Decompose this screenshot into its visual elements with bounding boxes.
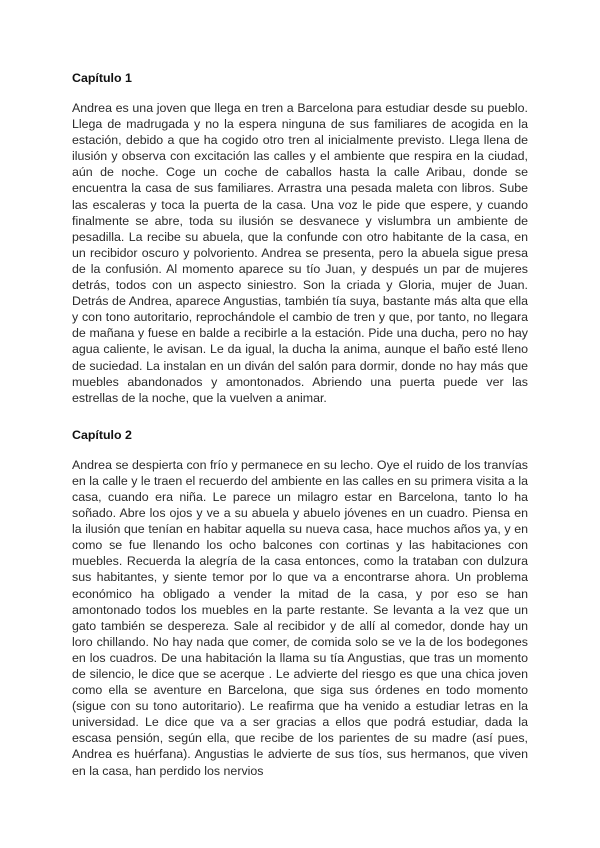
chapter-1-title: Capítulo 1	[72, 71, 132, 85]
chapter-1	[72, 70, 528, 406]
chapter-2	[72, 427, 528, 779]
chapter-2-paragraph: Andrea se despierta con frío y permanece en su lecho. Oye el ruido de los tranvías en la calle y le traen el recuerdo del ambiente en las calles en su primera visita a la casa, cuando era niña. Le parece un milagro estar en Barcelona, tanto lo ha soñado. Abre los ojos y ve a su abuela y abuelo jóvenes en un cuadro. Piensa en la ilusión que tenían en habitar aquella su nueva casa, hace muchos años ya, y en como se fue llenando los ocho balcones con cortinas y las habitaciones con muebles. Recuerda la alegría de la casa entonces, como la trataban con dulzura sus habitantes, y siente temor por lo que va a encontrarse ahora. Un problema económico ha obligado a vender la mitad de la casa, y por eso se han amontonado todos los muebles en la parte restante. Se levanta a la vez que un gato también se despereza. Sale al recibidor y de allí al comedor, donde hay un loro chillando. No hay nada que comer, de comida solo se ve la de los bodegones en los cuadros. De una habitación la llama su tía Angustias, que tras un momento de silencio, le dice que se acerque . Le advierte del riesgo es que una chica joven como ella se aventure en Barcelona, que siga sus órdenes en todo momento (sigue con su tono autoritario). Le reafirma que ha venido a estudiar letras en la universidad. Le dice que va a ser gracias a ellos que podrá estudiar, dada la escasa pensión, según ella, que recibe de los parientes de su madre (así pues, Andrea es huérfana). Angustias le advierte de sus tíos, sus hermanos, que viven en la casa, han perdido los nervios	[72, 457, 528, 778]
chapter-1-paragraph: Andrea es una joven que llega en tren a Barcelona para estudiar desde su pueblo. Llega de madrugada y no la espera ninguna de sus familiares de acogida en la estación, debido a que ha cogido otro tren al inicialmente previsto. Llega llena de ilusión y observa con excitación las calles y el ambiente que respira en la ciudad, aún de noche. Coge un coche de caballos hasta la calle Aribau, donde se encuentra la casa de sus familiares. Arrastra una pesada maleta con libros. Sube las escaleras y toca la puerta de la casa. Una voz le pide que espere, y cuando finalmente se abre, toda su ilusión se desvanece y vislumbra un ambiente de pesadilla. La recibe su abuela, que la confunde con otro habitante de la casa, en un recibidor oscuro y polvoriento. Andrea se presenta, pero la abuela sigue presa de la confusión. Al momento aparece su tío Juan, y después un par de mujeres detrás, todos con un aspecto siniestro. Son la criada y Gloria, mujer de Juan. Detrás de Andrea, aparece Angustias, también tía suya, bastante más alta que ella y con tono autoritario, reprochándole el cambio de tren y que, por tanto, no llegara de mañana y fuese en balde a recibirle a la estación. Pide una ducha, pero no hay agua caliente, le avisan. Le da igual, la ducha la anima, aunque el baño esté lleno de suciedad. La instalan en un diván del salón para dormir, donde no hay más que muebles abandonados y amontonados. Abriendo una puerta puede ver las estrellas de la noche, que la vuelven a animar.	[72, 101, 528, 405]
document-page	[72, 70, 528, 800]
chapter-2-title: Capítulo 2	[72, 427, 132, 442]
